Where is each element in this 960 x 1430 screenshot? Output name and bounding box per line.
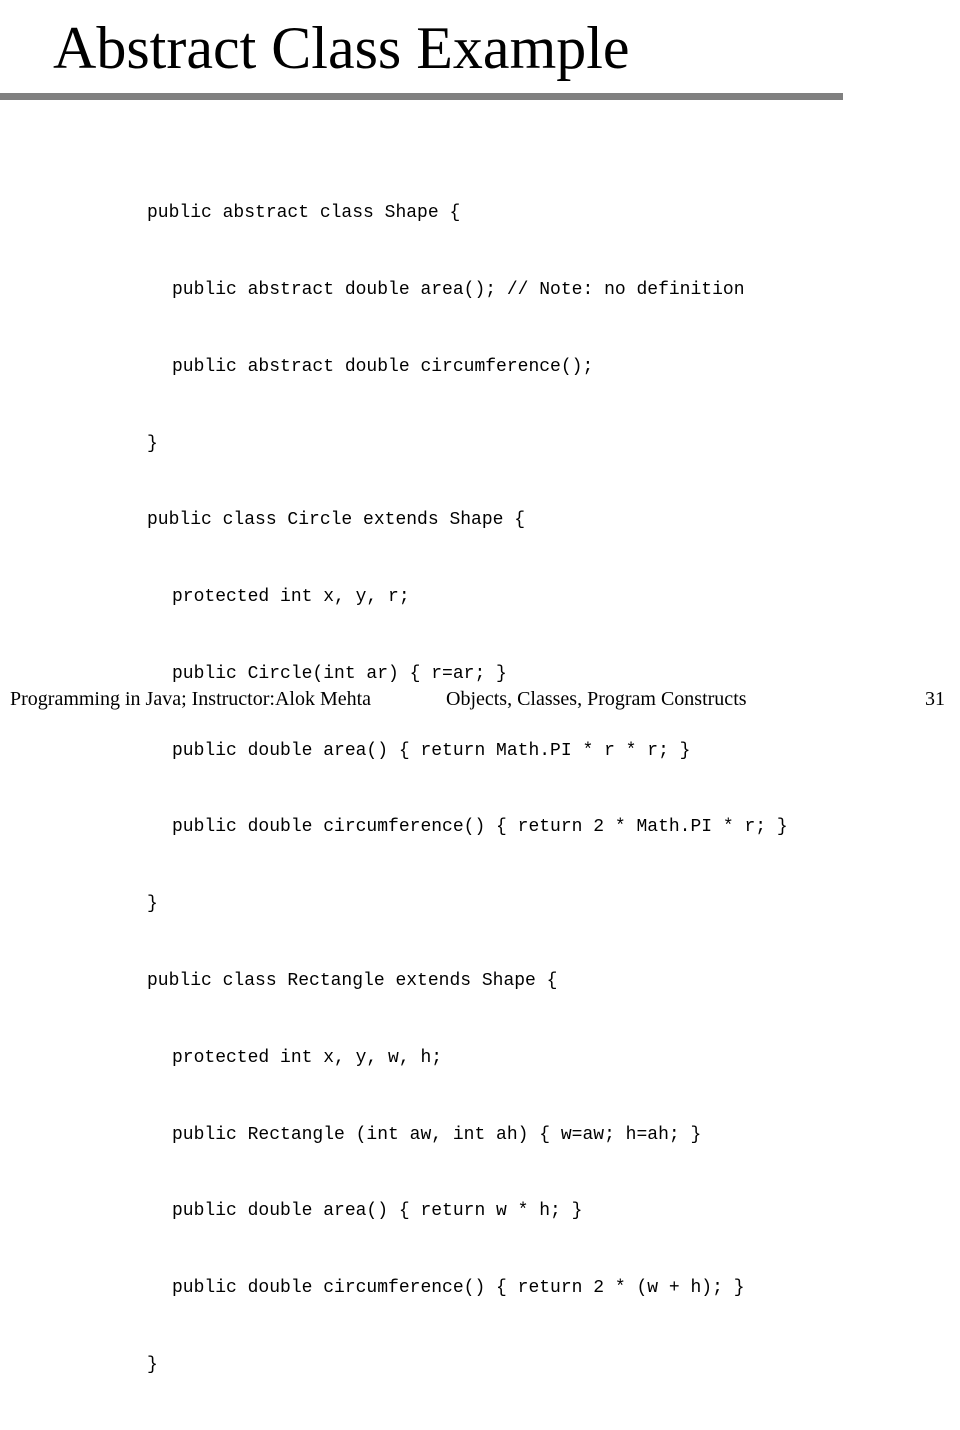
code-line: public double area() { return Math.PI * r * r; } [172, 740, 691, 761]
code-block [147, 150, 788, 1430]
code-line: } [147, 894, 158, 915]
code-line: } [147, 1354, 158, 1375]
code-line: } [147, 433, 158, 454]
code-line: public double circumference() { return 2 * Math.PI * r; } [172, 817, 788, 838]
page-number: 31 [925, 688, 945, 710]
code-line: public abstract class Shape { [147, 203, 461, 224]
code-line: protected int x, y, w, h; [172, 1047, 443, 1068]
code-line: public abstract double area(); // Note: no definition [172, 279, 745, 300]
code-line: public class Circle extends Shape { [147, 510, 526, 531]
code-line: public double area() { return w * h; } [172, 1201, 583, 1222]
code-line: public Circle(int ar) { r=ar; } [172, 663, 507, 684]
slide-title: Abstract Class Example [53, 15, 630, 81]
footer-topic-label: Objects, Classes, Program Constructs [446, 688, 747, 710]
footer-course-label: Programming in Java; Instructor:Alok Mehta [10, 688, 372, 710]
code-line: public class Rectangle extends Shape { [147, 971, 558, 991]
code-line: public double circumference() { return 2 * (w + h); } [172, 1278, 745, 1299]
title-underline-rule [0, 93, 843, 100]
code-line: public Rectangle (int aw, int ah) { w=aw; h=ah; } [172, 1124, 702, 1145]
code-line: public abstract double circumference(); [172, 356, 594, 377]
code-line: protected int x, y, r; [172, 587, 410, 608]
